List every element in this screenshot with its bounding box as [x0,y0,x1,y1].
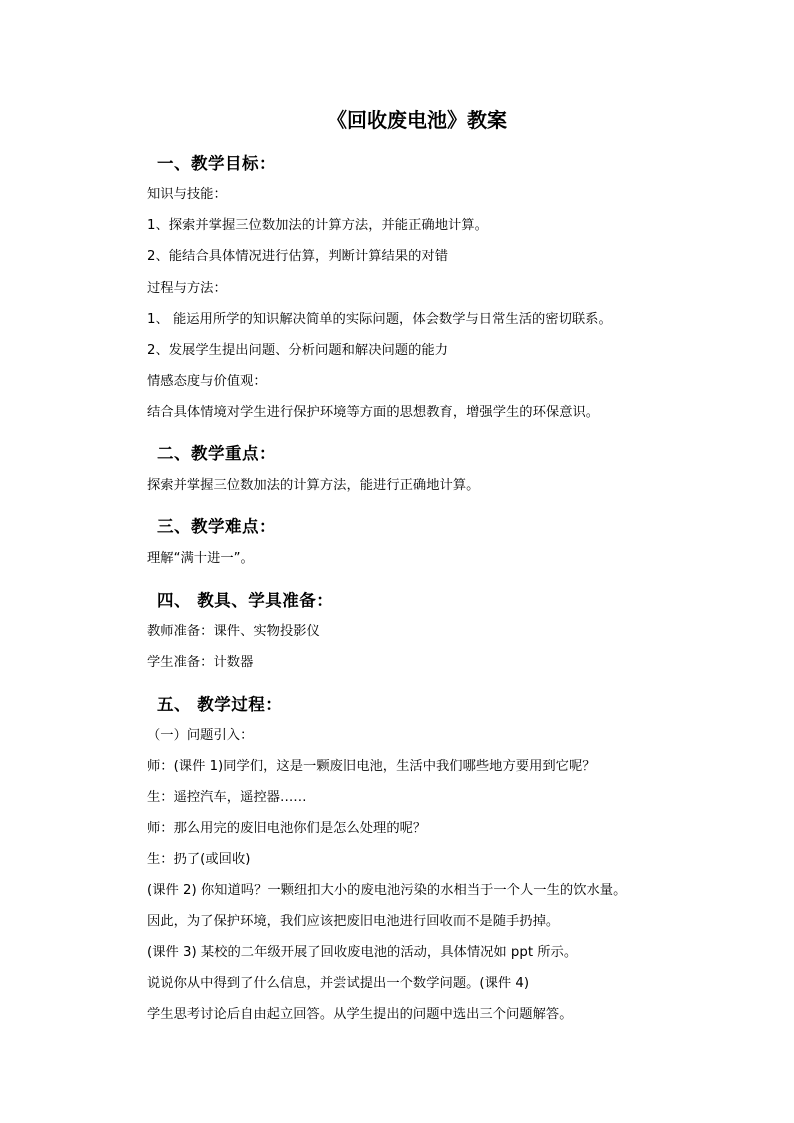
section-heading-process: 五、 教学过程： [157,695,283,714]
document-title: 《回收废电池》教案 [327,108,507,132]
text-line: 教师准备：课件、实物投影仪 [147,624,320,639]
text-line: 说说你从中得到了什么信息，并尝试提出一个数学问题。(课件 4) [147,976,530,991]
text-line: 师：那么用完的废旧电池你们是怎么处理的呢？ [147,821,427,836]
text-line: 1、探索并掌握三位数加法的计算方法，并能正确地计算。 [147,218,488,233]
text-line: 师：(课件 1)同学们，这是一颗废旧电池，生活中我们哪些地方要用到它呢？ [147,759,596,774]
section-heading-difficulties: 三、教学难点： [157,517,276,536]
text-line: 1、 能运用所学的知识解决简单的实际问题，体会数学与日常生活的密切联系。 [147,312,612,327]
text-line: 2、能结合具体情况进行估算，判断计算结果的对错 [147,249,448,264]
text-line: 探索并掌握三位数加法的计算方法，能进行正确地计算。 [147,478,480,493]
text-line: 生：扔了(或回收) [147,852,251,867]
section-heading-materials: 四、 教具、学具准备： [157,591,334,610]
text-line: (课件 3) 某校的二年级开展了回收废电池的活动，具体情况如 ppt 所示。 [147,945,578,960]
text-line: 情感态度与价值观： [147,374,267,389]
text-line: 学生思考讨论后自由起立回答。从学生提出的问题中选出三个问题解答。 [147,1007,573,1022]
text-line: （一）问题引入： [147,728,254,743]
text-line: (课件 2) 你知道吗？一颗纽扣大小的废电池污染的水相当于一个人一生的饮水量。 [147,883,627,898]
text-line: 过程与方法： [147,281,227,296]
text-line: 因此，为了保护环境，我们应该把废旧电池进行回收而不是随手扔掉。 [147,914,560,929]
text-line: 结合具体情境对学生进行保护环境等方面的思想教育，增强学生的环保意识。 [147,405,600,420]
section-heading-objectives: 一、教学目标： [157,154,276,173]
text-line: 生：遥控汽车，遥控器…… [147,790,307,805]
text-line: 学生准备：计数器 [147,655,254,670]
text-line: 2、发展学生提出问题、分析问题和解决问题的能力 [147,343,448,358]
text-line: 理解“满十进一”。 [147,551,254,566]
section-heading-key-points: 二、教学重点： [157,444,276,463]
text-line: 知识与技能： [147,187,227,202]
